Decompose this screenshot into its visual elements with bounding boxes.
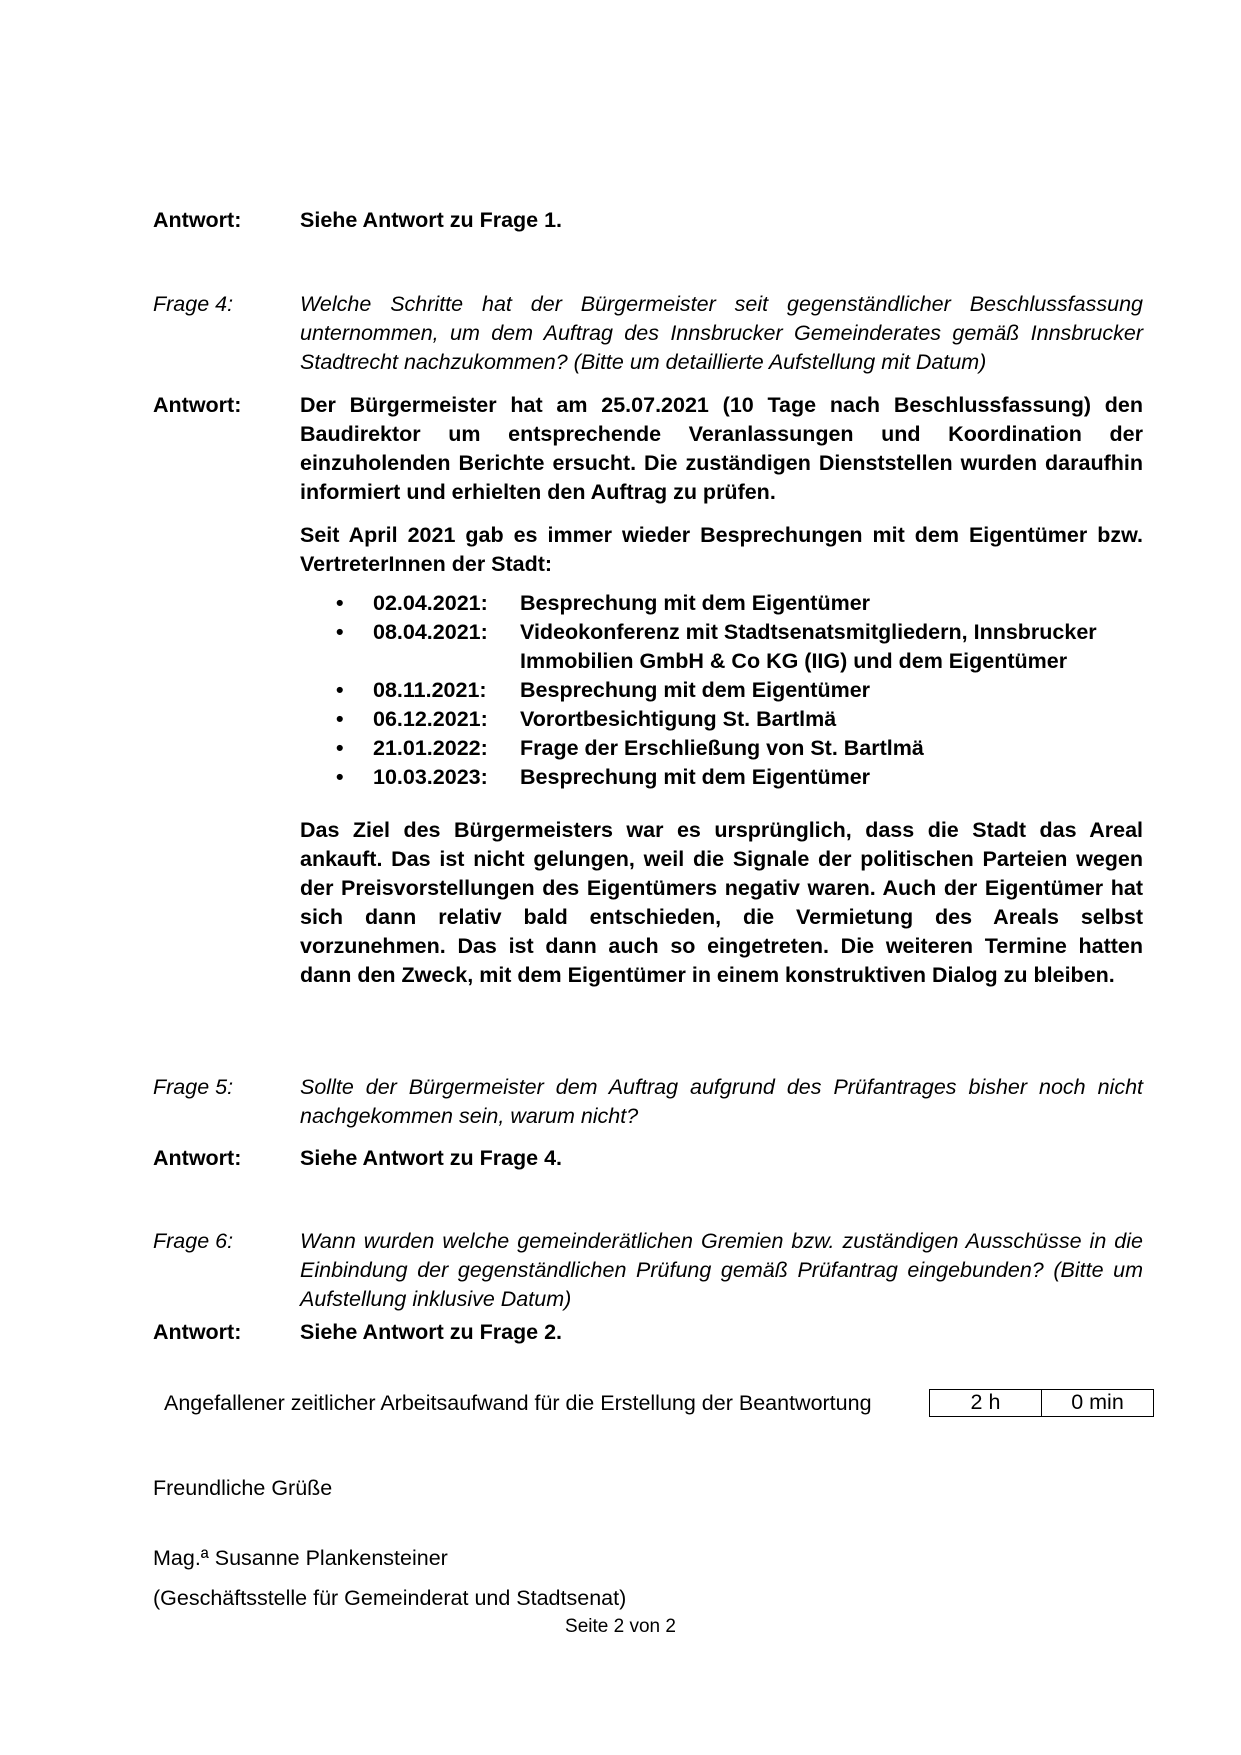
effort-row <box>164 1389 1154 1417</box>
answer-6 <box>153 1318 1143 1347</box>
bullet-icon: • <box>336 678 344 702</box>
effort-hours: 2 h <box>970 1390 1001 1414</box>
list-item <box>300 763 1143 792</box>
answer-text: Der Bürgermeister hat am 25.07.2021 (10 Tage nach Beschlussfassung) den Baudirektor um entsprechende Veranlassungen und Koordination der einzuholenden Berichte ersucht. Die zuständigen Dienststellen wurden daraufhin informiert und erhielten den Auftrag zu prüfen. <box>300 393 1143 504</box>
bullet-icon: • <box>336 765 344 789</box>
bullet-icon: • <box>336 736 344 760</box>
meeting-date: 10.03.2023: <box>373 765 488 789</box>
closing-greeting: Freundliche Grüße <box>153 1476 333 1500</box>
question-label: Frage 6: <box>153 1229 234 1253</box>
bullet-icon: • <box>336 620 344 644</box>
meetings-intro: Seit April 2021 gab es immer wieder Besprechungen mit dem Eigentümer bzw. VertreterInnen der Stadt: <box>300 523 1143 576</box>
answer-label: Antwort: <box>153 1320 242 1344</box>
meeting-desc: Besprechung mit dem Eigentümer <box>520 591 871 615</box>
list-item <box>300 734 1143 763</box>
list-item <box>300 676 1143 705</box>
question-label: Frage 5: <box>153 1075 234 1099</box>
question-5 <box>153 1073 1143 1131</box>
answer-4 <box>153 391 1143 507</box>
meeting-desc: Frage der Erschließung von St. Bartlmä <box>520 736 924 760</box>
meeting-desc: Besprechung mit dem Eigentümer <box>520 678 871 702</box>
meeting-date: 02.04.2021: <box>373 591 488 615</box>
question-text: Welche Schritte hat der Bürgermeister seit gegenständlicher Beschlussfassung unternommen, um dem Auftrag des Innsbrucker Gemeinderates gemäß Innsbrucker Stadtrecht nachzukommen? (Bitte um detaillierte Aufstellung mit Datum) <box>300 292 1143 374</box>
meeting-date: 21.01.2022: <box>373 736 488 760</box>
answer-4-conclusion: Das Ziel des Bürgermeisters war es ursprünglich, dass die Stadt das Areal ankauft. Das ist nicht gelungen, weil die Signale der politischen Parteien wegen der Preisvorstellungen des Eigentümers negativ waren. Auch der Eigentümer hat sich dann relativ bald entschieden, die Vermietung des Areals selbst vorzunehmen. Das ist dann auch so eingetreten. Die weiteren Termine hatten dann den Zweck, mit dem Eigentümer in einem konstruktiven Dialog zu bleiben. <box>300 818 1143 987</box>
answer-label: Antwort: <box>153 1146 242 1170</box>
answer-text: Siehe Antwort zu Frage 4. <box>300 1146 563 1170</box>
meeting-date: 06.12.2021: <box>373 707 488 731</box>
answer-5 <box>153 1144 1143 1173</box>
answer-text: Siehe Antwort zu Frage 2. <box>300 1320 563 1344</box>
signatory-department: (Geschäftsstelle für Gemeinderat und Stadtsenat) <box>153 1586 627 1610</box>
question-text: Wann wurden welche gemeinderätlichen Gremien bzw. zuständigen Ausschüsse in die Einbindung der gegenständlichen Prüfung gemäß Prüfantrag eingebunden? (Bitte um Aufstellung inklusive Datum) <box>300 1229 1143 1311</box>
meeting-date: 08.04.2021: <box>373 620 488 644</box>
page-number: Seite 2 von 2 <box>565 1616 676 1637</box>
signatory-name: Mag.ª Susanne Plankensteiner <box>153 1546 448 1570</box>
list-item <box>300 618 1143 676</box>
answer-label: Antwort: <box>153 208 242 232</box>
effort-minutes: 0 min <box>1041 1390 1153 1416</box>
bullet-icon: • <box>336 707 344 731</box>
list-item <box>300 589 1143 618</box>
meetings-list <box>300 589 1143 792</box>
bullet-icon: • <box>336 591 344 615</box>
list-item <box>300 705 1143 734</box>
answer-text: Siehe Antwort zu Frage 1. <box>300 208 563 232</box>
meeting-desc: Vorortbesichtigung St. Bartlmä <box>520 707 837 731</box>
meeting-desc: Besprechung mit dem Eigentümer <box>520 765 871 789</box>
effort-table <box>929 1389 1154 1417</box>
meeting-date: 08.11.2021: <box>373 678 487 702</box>
question-text: Sollte der Bürgermeister dem Auftrag aufgrund des Prüfantrages bisher noch nicht nachgekommen sein, warum nicht? <box>300 1075 1143 1128</box>
answer-3 <box>153 206 1143 235</box>
question-label: Frage 4: <box>153 292 234 316</box>
meeting-desc: Videokonferenz mit Stadtsenatsmitgliedern, Innsbrucker Immobilien GmbH & Co KG (IIG) und dem Eigentümer <box>520 620 1097 673</box>
effort-label: Angefallener zeitlicher Arbeitsaufwand für die Erstellung der Beantwortung <box>164 1391 872 1415</box>
answer-label: Antwort: <box>153 393 242 417</box>
question-6 <box>153 1227 1143 1314</box>
question-4 <box>153 290 1143 377</box>
